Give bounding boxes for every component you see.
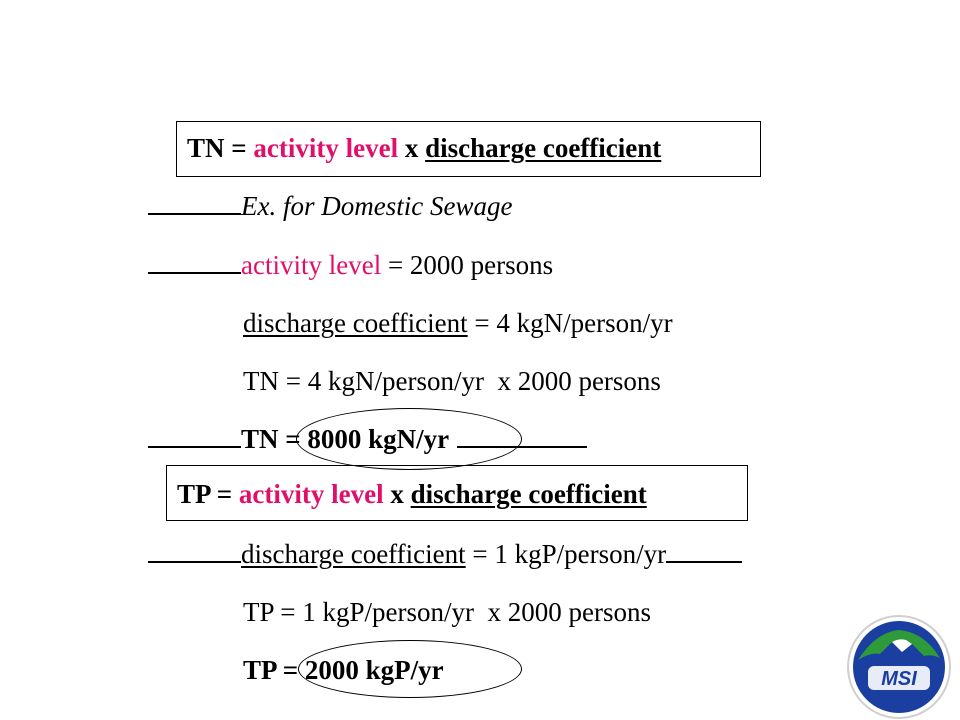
tn-coefficient-line — [243, 307, 673, 339]
tp-calc: TP = 1 kgP/person/yr x 2000 persons — [243, 597, 651, 627]
tn-formula-times: x — [404, 133, 419, 163]
tn-formula — [187, 132, 661, 164]
tp-result-ellipse — [298, 640, 522, 698]
tp-coefficient-label: discharge coefficient — [241, 539, 466, 569]
tn-result-ellipse — [296, 408, 522, 470]
tp-formula — [177, 478, 647, 510]
tn-calc-line — [243, 365, 661, 397]
underline-filler — [148, 445, 241, 448]
example-title-line — [148, 190, 512, 222]
tn-coefficient-label: discharge coefficient — [243, 308, 468, 338]
underline-filler — [148, 212, 241, 215]
tp-formula-lhs: TP = — [177, 479, 233, 509]
tn-result: TN = 8000 kgN/yr — [241, 424, 450, 454]
underline-filler — [148, 271, 241, 274]
tn-coefficient-value: = 4 kgN/person/yr — [474, 308, 673, 338]
activity-value: = 2000 persons — [387, 250, 554, 280]
activity-label: activity level — [241, 250, 382, 280]
tn-calc: TN = 4 kgN/person/yr x 2000 persons — [243, 366, 661, 396]
tp-formula-coefficient: discharge coefficient — [410, 479, 647, 509]
example-title: Ex. for Domestic Sewage — [241, 191, 513, 221]
msi-logo-icon — [846, 614, 952, 720]
tp-calc-line — [243, 596, 651, 628]
tp-coefficient-line — [148, 538, 742, 570]
activity-line — [148, 249, 553, 281]
tn-formula-coefficient: discharge coefficient — [425, 133, 662, 163]
logo-text: MSI — [881, 668, 917, 690]
underline-filler — [148, 560, 241, 563]
tp-coefficient-value: = 1 kgP/person/yr — [472, 539, 667, 569]
underline-filler — [666, 560, 742, 563]
tn-formula-lhs: TN = — [187, 133, 247, 163]
tp-formula-activity: activity level — [238, 479, 384, 509]
tn-formula-activity: activity level — [253, 133, 399, 163]
tp-result: TP = 2000 kgP/yr — [243, 655, 444, 685]
tp-formula-times: x — [390, 479, 404, 509]
